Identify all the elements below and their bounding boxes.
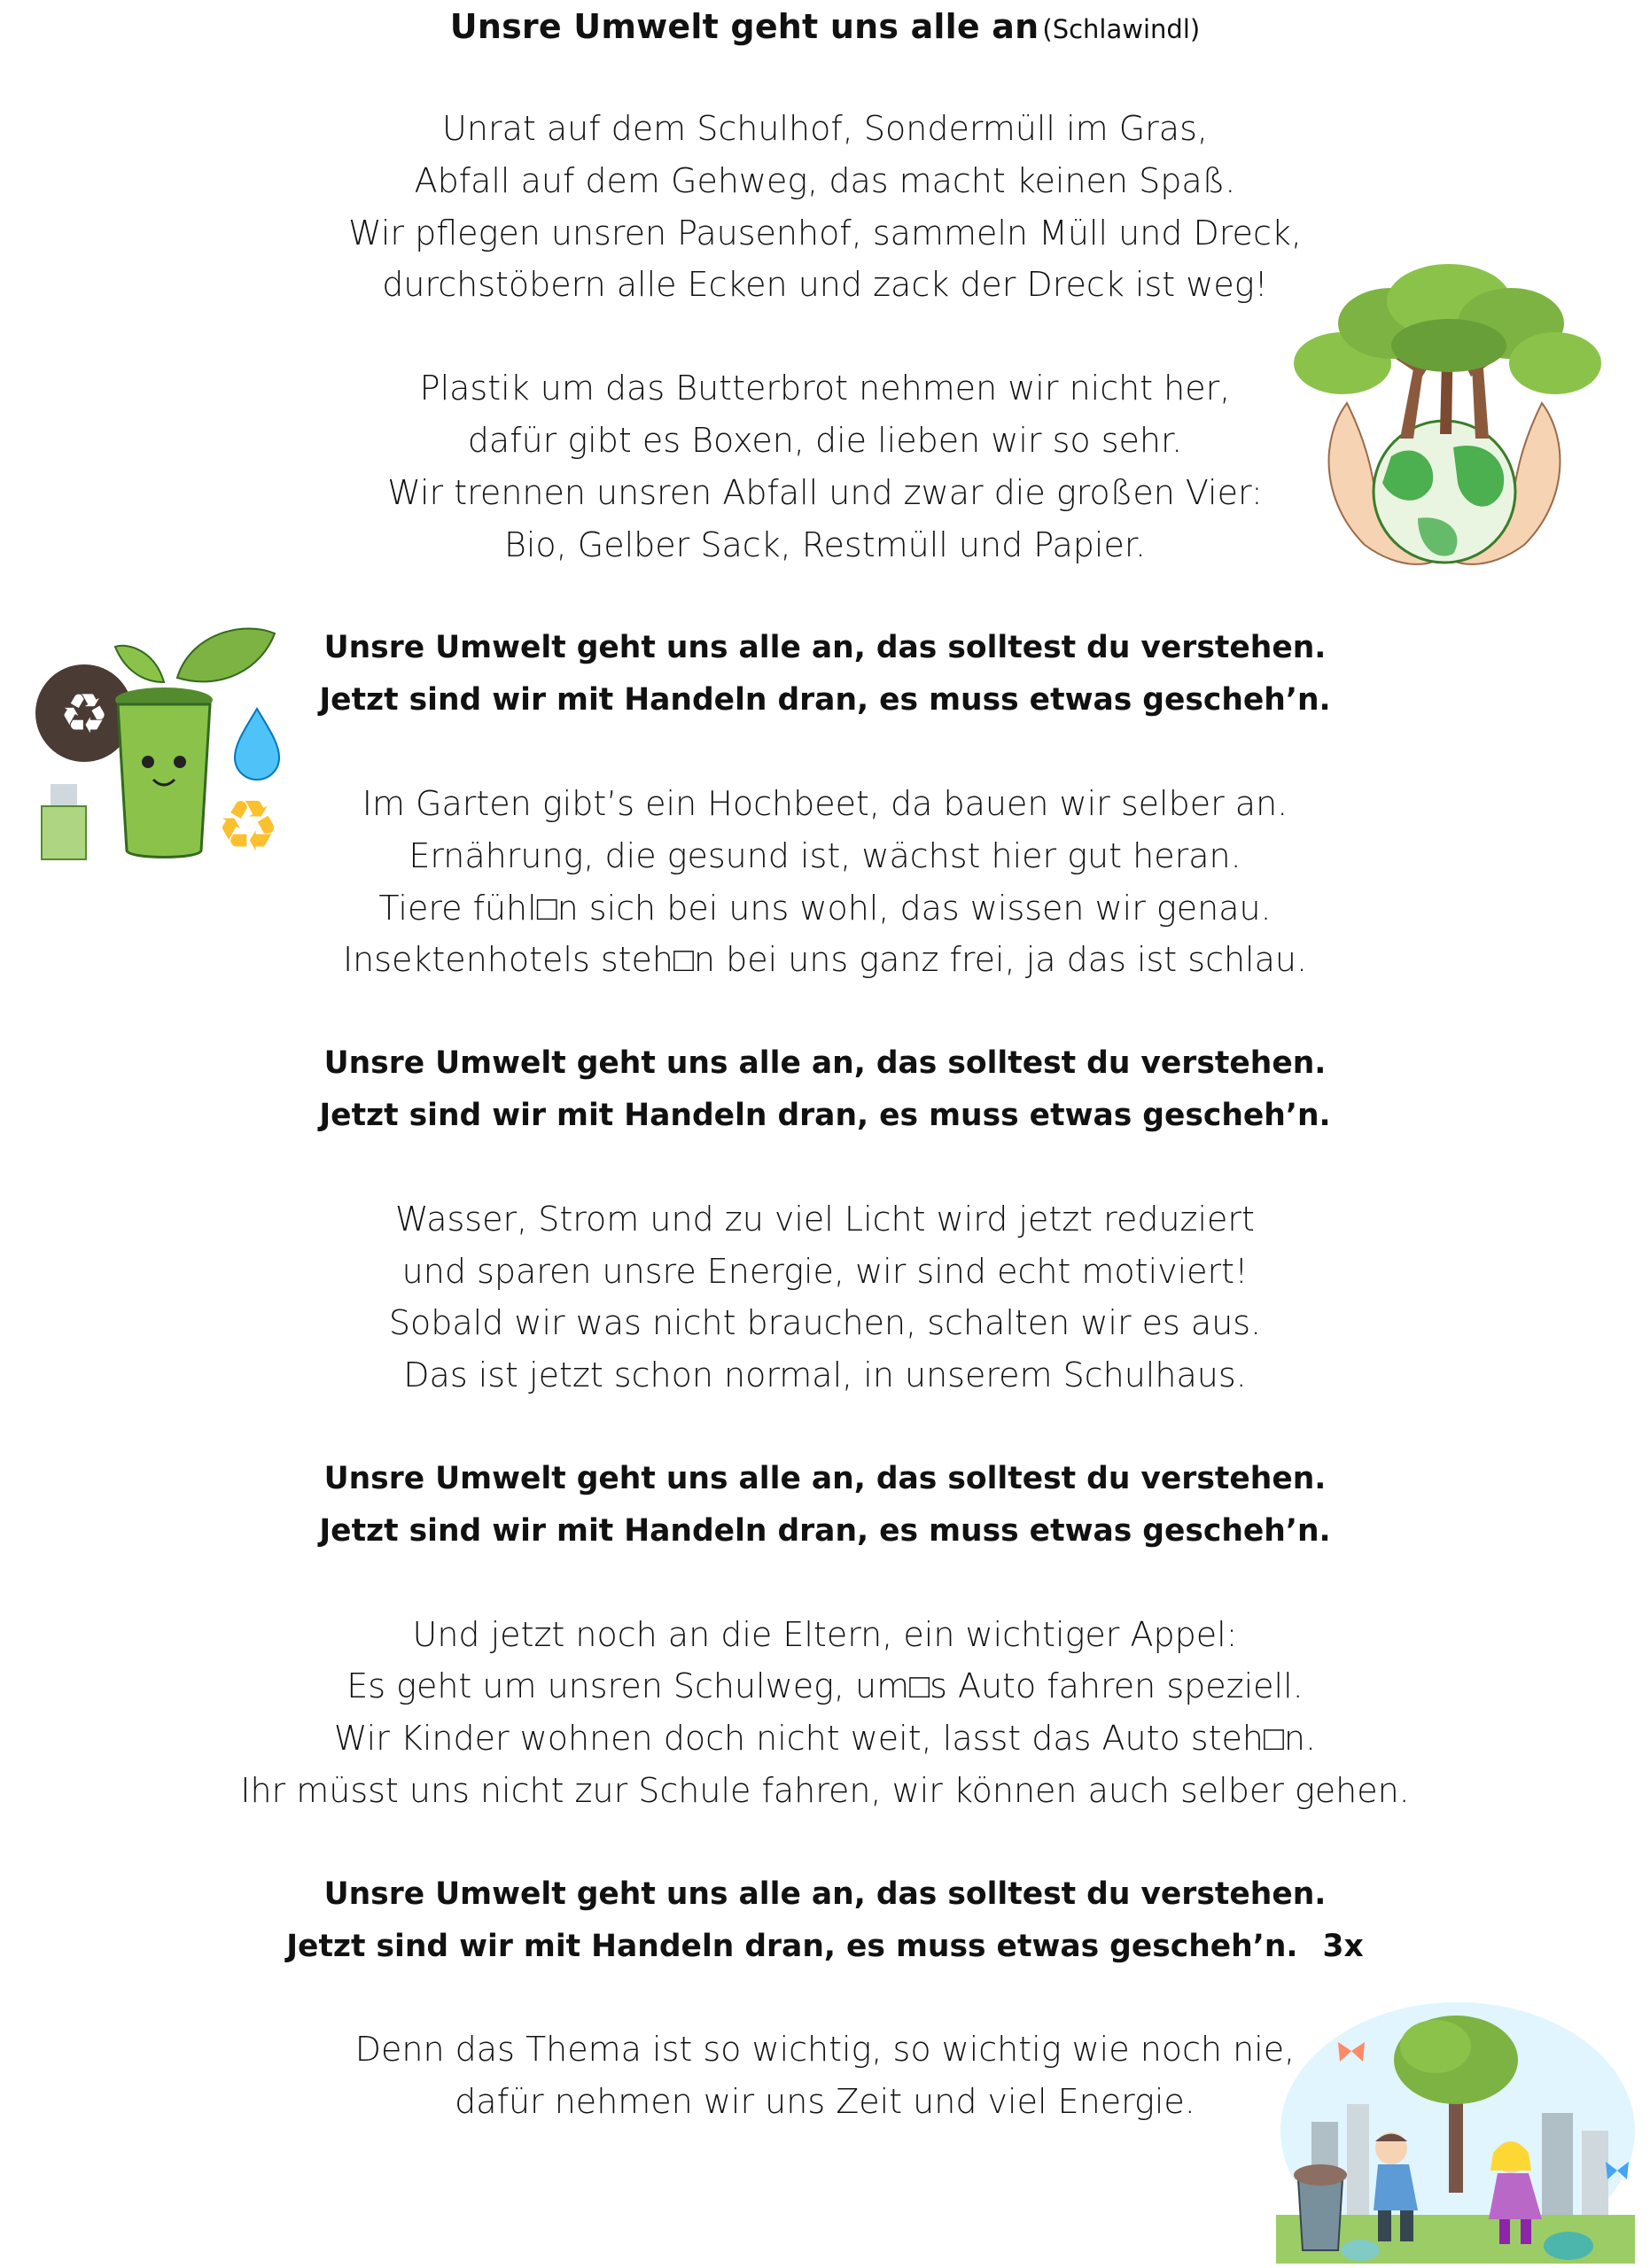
song-author: (Schlawindl): [1042, 14, 1201, 44]
verse-line: Abfall auf dem Gehweg, das macht keinen Spaß.: [414, 160, 1236, 200]
repeat-marker: 3x: [1322, 1928, 1364, 1964]
verse-line: Und jetzt noch an die Eltern, ein wichtiger Appel:: [412, 1614, 1238, 1654]
bin-mascot-icon: [115, 687, 213, 858]
verse-line: Sobald wir was nicht brauchen, schalten wir es aus.: [388, 1303, 1262, 1343]
svg-text:♻: ♻: [59, 681, 109, 746]
children-cleaning-illustration: [1276, 1998, 1635, 2264]
verse-line: durchstöbern alle Ecken und zack der Dreck ist weg!: [382, 265, 1268, 305]
verse-line: Wir pflegen unsren Pausenhof, sammeln Müll und Dreck,: [348, 213, 1302, 252]
trees-globe-hands-illustration: [1285, 261, 1604, 585]
verse-line: Unrat auf dem Schulhof, Sondermüll im Gras,: [442, 109, 1208, 148]
song-title: Unsre Umwelt geht uns alle an: [449, 7, 1039, 46]
refrain-line: Unsre Umwelt geht uns alle an, das solltest du verstehen.: [323, 630, 1327, 666]
verse-line: Tiere fühl□n sich bei uns wohl, das wissen wir genau.: [378, 888, 1272, 928]
refrain-line: Unsre Umwelt geht uns alle an, das solltest du verstehen.: [323, 1460, 1327, 1496]
trash-can-icon: [1294, 2164, 1347, 2250]
verse-4: [0, 1193, 1650, 1402]
refrain-line-repeat: [0, 1921, 1650, 1973]
verse-line: Insektenhotels steh□n bei uns ganz frei, ja das ist schlau.: [342, 940, 1308, 980]
verse-line: Wir trennen unsren Abfall und zwar die großen Vier:: [387, 472, 1263, 512]
verse-line: Denn das Thema ist so wichtig, so wichtig wie noch nie,: [354, 2030, 1296, 2070]
refrain-3: [0, 1453, 1650, 1557]
refrain-final: [0, 1868, 1650, 1973]
refrain-line: Jetzt sind wir mit Handeln dran, es muss etwas gescheh’n.: [319, 682, 1331, 718]
bottle-icon: [42, 784, 86, 859]
svg-text:♻: ♻: [216, 785, 280, 867]
water-drop-icon: [235, 709, 279, 780]
title-line: [0, 7, 1650, 46]
verse-line: Ihr müsst uns nicht zur Schule fahren, wir können auch selber gehen.: [240, 1770, 1410, 1810]
verse-line: Ernährung, die gesund ist, wächst hier gut heran.: [409, 835, 1241, 875]
verse-line: Plastik um das Butterbrot nehmen wir nicht her,: [419, 369, 1231, 408]
refrain-line: Jetzt sind wir mit Handeln dran, es muss etwas gescheh’n.: [319, 1512, 1331, 1549]
leaf-icon: [115, 628, 275, 682]
verse-line: und sparen unsre Energie, wir sind echt motiviert!: [401, 1251, 1249, 1291]
recycling-bin-illustration: [31, 616, 288, 873]
verse-line: Wasser, Strom und zu viel Licht wird jetzt reduziert: [395, 1199, 1255, 1239]
verse-line: Es geht um unsren Schulweg, um□s Auto fahren speziell.: [346, 1666, 1304, 1706]
verse-line: dafür gibt es Boxen, die lieben wir so sehr.: [467, 420, 1183, 460]
refrain-line-text: Jetzt sind wir mit Handeln dran, es muss etwas gescheh’n.: [286, 1928, 1298, 1964]
refrain-2: [0, 1037, 1650, 1142]
refrain-line: Jetzt sind wir mit Handeln dran, es muss etwas gescheh’n.: [319, 1097, 1331, 1133]
refrain-line: Unsre Umwelt geht uns alle an, das solltest du verstehen.: [323, 1045, 1327, 1082]
verse-line: Bio, Gelber Sack, Restmüll und Papier.: [503, 524, 1147, 564]
recycle-arrows-icon: [216, 785, 280, 867]
globe-icon: [1374, 421, 1515, 563]
verse-line: Wir Kinder wohnen doch nicht weit, lasst das Auto steh□n.: [333, 1719, 1317, 1759]
verse-5: [0, 1609, 1650, 1817]
verse-line: Im Garten gibt’s ein Hochbeet, da bauen wir selber an.: [362, 783, 1288, 823]
verse-line: dafür nehmen wir uns Zeit und viel Energie.: [455, 2082, 1195, 2122]
refrain-line: Unsre Umwelt geht uns alle an, das solltest du verstehen.: [323, 1876, 1327, 1912]
verse-line: Das ist jetzt schon normal, in unserem Schulhaus.: [403, 1355, 1247, 1395]
